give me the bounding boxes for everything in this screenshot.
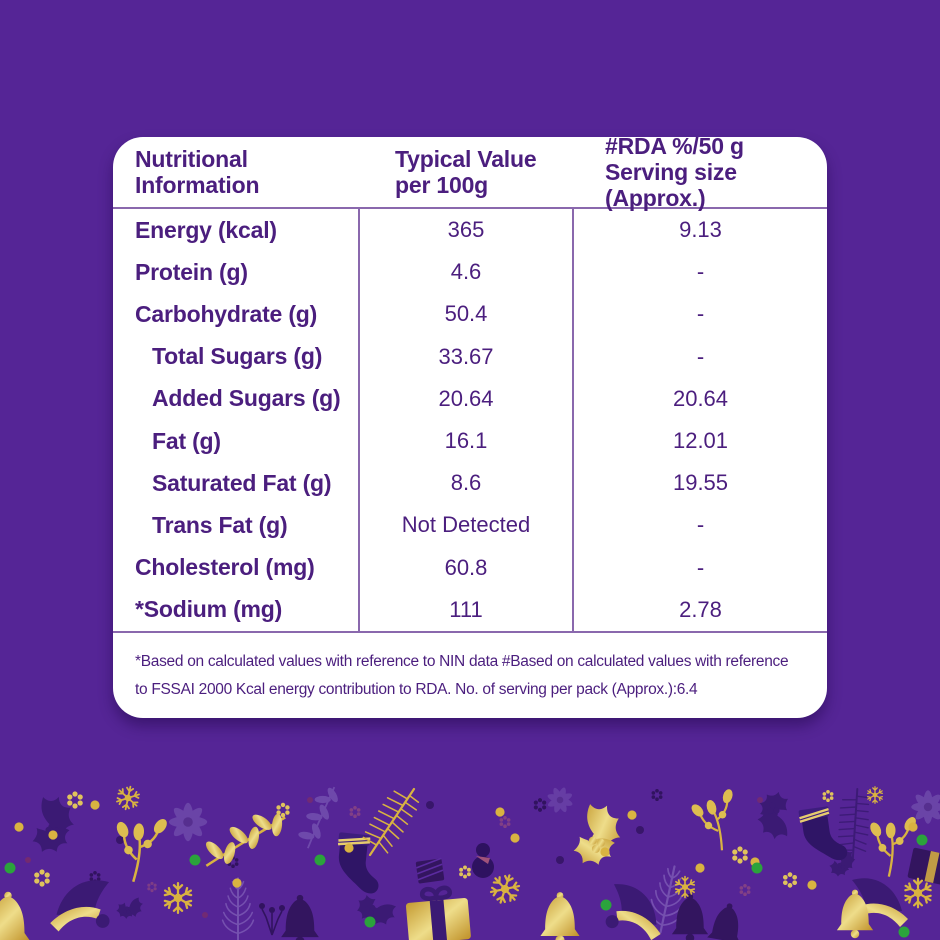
nutrient-label: *Sodium (mg) [135,596,283,623]
table-row-total-sugars [113,336,827,378]
dark-flower-icon [652,789,663,801]
dark-flower-icon [534,798,546,812]
rda-value: 12.01 [572,420,827,462]
gold-snowflake-icon [487,871,523,907]
footnote [113,631,827,716]
dark-gift-icon [907,847,940,886]
typical-value: 8.6 [358,462,572,504]
berry-branch-icon [259,903,285,935]
rda-value: 20.64 [572,378,827,420]
stocking-icon [333,832,383,894]
typical-value: 50.4 [358,293,572,335]
rda-value: - [572,336,827,378]
gold-flower-icon [732,846,748,863]
table-row-energy [113,209,827,251]
header-line: per 100g [395,172,489,198]
nutrient-label: Protein (g) [135,258,248,285]
gold-bell-icon [540,892,579,940]
gold-flower-icon [459,866,471,879]
typical-value: 4.6 [358,251,572,293]
gold-snowflake-icon [163,883,193,913]
table-row-protein [113,251,827,293]
holly-leaves-icon [111,889,147,926]
header-line: #RDA %/50 g [605,137,744,159]
poinsettia-icon [169,803,207,841]
stocking-icon [798,804,848,864]
nutrient-label: Total Sugars (g) [152,343,323,370]
holly-leaves-icon [353,889,399,930]
table-row-fat [113,420,827,462]
typical-value: Not Detected [358,504,572,546]
gold-pine-branch-icon [363,789,418,855]
gold-snowflake-icon [675,877,696,898]
nutrient-label: Fat (g) [152,427,221,454]
header-typical-value [358,146,572,198]
rda-value: - [572,547,827,589]
typical-value: 16.1 [358,420,572,462]
gold-gift-icon [405,886,472,940]
mauve-flower-icon [740,884,751,896]
nutrient-label: Added Sugars (g) [152,385,341,412]
table-row-added-sugars [113,378,827,420]
header-line: Information [135,172,260,198]
mauve-flower-icon [500,816,511,828]
gold-snowflake-icon [904,879,933,908]
gold-flower-icon [783,872,797,887]
festive-border-decoration [0,765,940,940]
santa-hat-icon [604,882,669,940]
rda-value: - [572,251,827,293]
holly-leaves-icon [18,790,83,861]
rda-value: - [572,504,827,546]
santa-hat-icon [50,880,109,931]
gold-bell-icon [0,892,30,940]
dark-bell-icon [281,895,319,940]
table-row-saturated-fat [113,462,827,504]
gold-leaf-branch-icon [197,792,288,886]
mistletoe-sprig-icon [687,787,742,854]
typical-value: 111 [358,589,572,631]
gold-flower-icon [67,791,83,808]
dark-bell-icon [672,894,708,940]
rda-value: - [572,293,827,335]
gold-flower-icon [823,790,834,802]
nutrient-label: Cholesterol (mg) [135,554,315,581]
nutrient-label: Trans Fat (g) [152,511,288,538]
festive-pattern [0,783,940,940]
nutrient-label: Saturated Fat (g) [152,469,332,496]
dark-bell-icon [706,901,747,940]
mauve-flower-icon [350,806,361,818]
table-row-sodium [113,589,827,631]
header-line: Serving size (Approx.) [605,159,737,211]
header-nutritional-information [113,146,358,198]
knitted-square-icon [416,858,445,883]
typical-value: 60.8 [358,547,572,589]
rda-value: 19.55 [572,462,827,504]
footnote-line-2: to FSSAI 2000 Kcal energy contribution to RDA. No. of serving per pack (Approx.):6.4 [135,681,698,698]
header-line: Typical Value [395,146,537,172]
rda-value: 9.13 [572,209,827,251]
fern-icon [223,878,254,940]
typical-value: 365 [358,209,572,251]
header-rda-serving [572,137,827,211]
header-line: Nutritional [135,146,248,172]
gold-flower-icon [34,869,50,886]
mauve-flower-icon [147,882,156,892]
table-row-trans-fat [113,504,827,546]
poinsettia-icon [543,783,577,817]
gold-snowflake-icon [114,784,141,811]
nutrient-label: Energy (kcal) [135,216,277,243]
gold-holly-icon [562,799,628,873]
typical-value: 20.64 [358,378,572,420]
mistletoe-sprig-icon [104,807,171,886]
snowman-icon [472,843,494,878]
nutrient-label: Carbohydrate (g) [135,300,318,327]
nutrition-information-card [113,137,827,718]
table-body [113,209,827,631]
typical-value: 33.67 [358,336,572,378]
holly-leaves-icon [746,783,805,845]
footnote-line-1: *Based on calculated values with reference to NIN data #Based on calculated values with reference [135,653,789,670]
gold-snowflake-icon [867,787,884,804]
table-row-carbohydrate [113,293,827,335]
table-row-cholesterol [113,547,827,589]
table-header-row [113,137,827,209]
poinsettia-icon [911,790,940,824]
rda-value: 2.78 [572,589,827,631]
